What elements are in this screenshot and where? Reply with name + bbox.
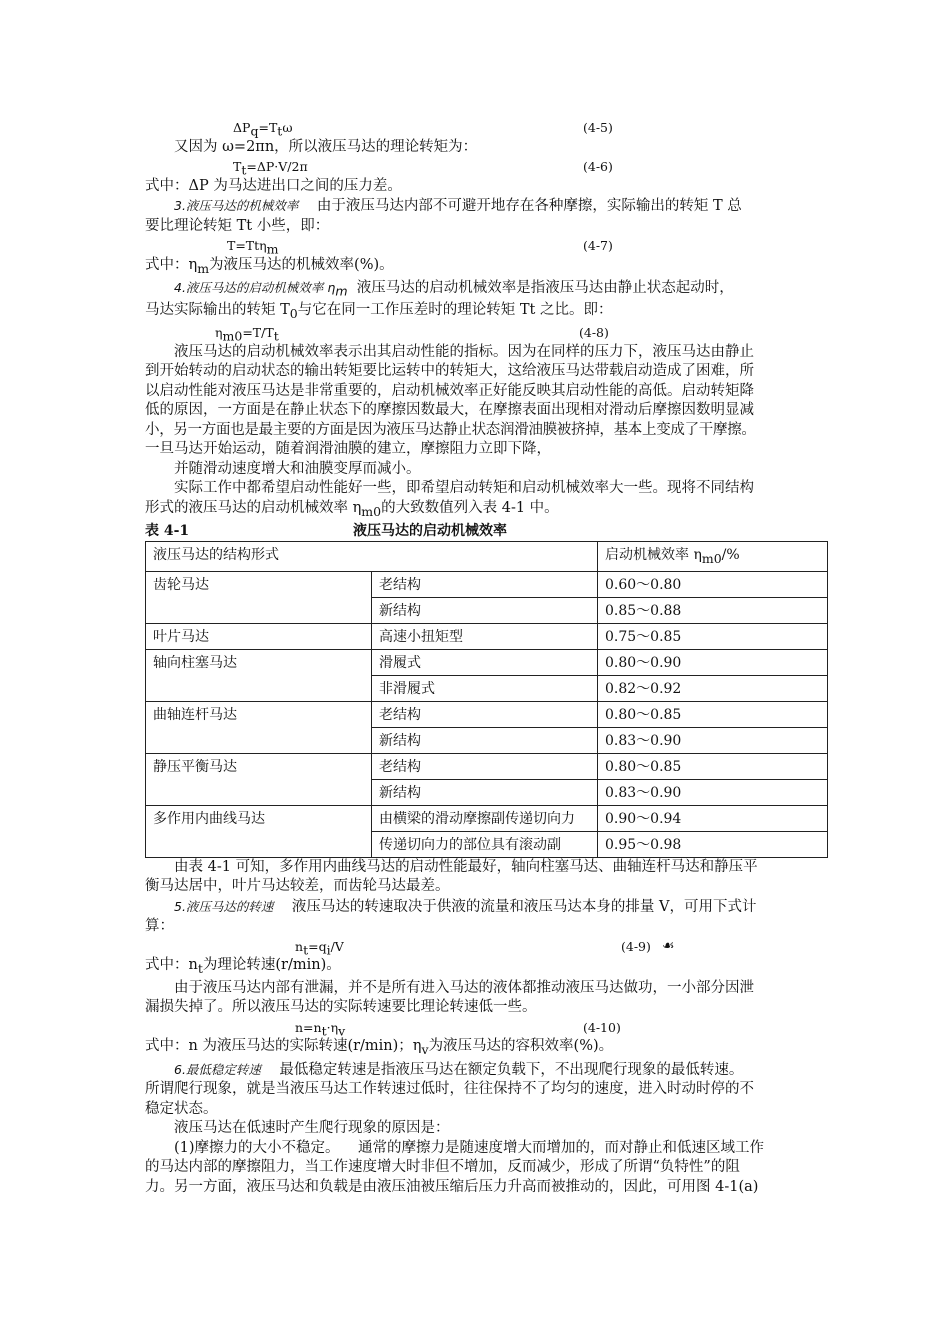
paragraph: 到开始转动的启动状态的输出转矩要比运转中的转矩大，这给液压马达带载启动造成了困难，所 bbox=[145, 363, 754, 380]
eq-text: =T/T bbox=[242, 325, 274, 341]
text: 式中：n bbox=[145, 957, 198, 974]
equation-number: (4-5) bbox=[583, 120, 613, 135]
cell-sub: 老结构 bbox=[372, 701, 598, 727]
paragraph: 实际工作中都希望启动性能好一些，即希望启动转矩和启动机械效率大一些。现将不同结构 bbox=[174, 480, 754, 497]
paragraph: 一旦马达开始运动，随着润滑油膜的建立，摩擦阻力立即下降， bbox=[145, 441, 551, 458]
sub: v bbox=[421, 1042, 429, 1058]
paragraph: 的马达内部的摩擦阻力，当工作速度增大时非但不增加，反而减少，形成了所谓“负特性”的阻 bbox=[145, 1159, 740, 1176]
paragraph: 由于液压马达内部有泄漏，并不是所有进入马达的液体都推动液压马达做功，一小部分因泄 bbox=[174, 979, 754, 996]
text: /% bbox=[721, 547, 740, 564]
table-header-row bbox=[146, 542, 828, 572]
cell-sub: 滑履式 bbox=[372, 649, 598, 675]
equation-4-6 bbox=[145, 157, 827, 177]
text: (1)摩擦力的大小不稳定。 bbox=[174, 1139, 340, 1156]
sub: t bbox=[197, 961, 203, 977]
cell-type: 轴向柱塞马达 bbox=[146, 649, 372, 701]
section-text: 由于液压马达内部不可避开地存在各种摩擦，实际输出的转矩 T 总 bbox=[316, 198, 742, 214]
text: 启动机械效率 η bbox=[605, 547, 702, 564]
paragraph: 衡马达居中，叶片马达较差，而齿轮马达最差。 bbox=[145, 878, 450, 895]
eq-text: =T bbox=[258, 120, 278, 135]
table-label: 表 4-1 bbox=[145, 523, 190, 540]
paragraph: 算： bbox=[145, 918, 174, 935]
cell-type: 多作用内曲线马达 bbox=[146, 805, 372, 857]
equation-number: (4-10) bbox=[583, 1019, 621, 1035]
paragraph: 液压马达的启动机械效率表示出其启动性能的指标。因为在同样的压力下，液压马达由静止 bbox=[174, 343, 754, 360]
paragraph: 稳定状态。 bbox=[145, 1100, 218, 1117]
cell-sub: 非滑履式 bbox=[372, 675, 598, 701]
cell-sub: 老结构 bbox=[372, 571, 598, 597]
paragraph bbox=[145, 301, 827, 323]
equation-4-8 bbox=[145, 323, 827, 343]
cell-type: 曲轴连杆马达 bbox=[146, 701, 372, 753]
eq-text: η bbox=[215, 325, 223, 341]
section-3 bbox=[145, 196, 827, 217]
eq-sub: i bbox=[326, 942, 331, 958]
section-text: 最低稳定转速是指液压马达在额定负载下，不出现爬行现象的最低转速。 bbox=[279, 1061, 744, 1078]
paragraph: 小，另一方面也是最主要的方面是因为液压马达静止状态润滑油膜被挤掉，基本上变成了干摩擦。 bbox=[145, 421, 756, 438]
cell-eff: 0.83～0.90 bbox=[598, 727, 828, 753]
text: 马达实际输出的转矩 T bbox=[145, 301, 290, 318]
paragraph: 以启动性能对液压马达是非常重要的，启动机械效率正好能反映其启动性能的高低。启动转矩降 bbox=[145, 382, 754, 399]
text: 为液压马达的容积效率(%)。 bbox=[428, 1038, 614, 1055]
section-text: 液压马达的启动机械效率是指液压马达由静止状态起动时， bbox=[356, 279, 734, 296]
section-heading: 5.液压马达的转速 bbox=[174, 898, 274, 914]
text: 4.液压马达的启动机械效率 η bbox=[174, 279, 336, 295]
table-title: 液压马达的启动机械效率 bbox=[353, 523, 507, 540]
eq-text: T=Ttη bbox=[227, 238, 267, 253]
cell-eff: 0.80～0.85 bbox=[598, 701, 828, 727]
eq-sub: q bbox=[250, 123, 259, 139]
equation-number: (4-9) bbox=[621, 938, 651, 954]
text: 为理论转速(r/min)。 bbox=[202, 957, 341, 974]
eq-text: n=n bbox=[295, 1019, 322, 1035]
paragraph bbox=[145, 1139, 827, 1159]
eq-sub: t bbox=[303, 942, 309, 958]
eq-text: n bbox=[295, 938, 304, 954]
cell-eff: 0.80～0.90 bbox=[598, 649, 828, 675]
text: 形式的液压马达的启动机械效率 η bbox=[145, 499, 362, 516]
cell-type: 静压平衡马达 bbox=[146, 753, 372, 805]
eq-sub: t bbox=[321, 1023, 327, 1039]
cell-eff: 0.82～0.92 bbox=[598, 675, 828, 701]
eq-sub: m0 bbox=[222, 328, 243, 344]
paragraph bbox=[145, 1037, 827, 1059]
equation-4-5 bbox=[145, 118, 827, 138]
cell-type: 齿轮马达 bbox=[146, 571, 372, 623]
equation-number: (4-7) bbox=[583, 238, 613, 253]
section-heading: 6.最低稳定转速 bbox=[174, 1061, 261, 1077]
cell-sub: 新结构 bbox=[372, 597, 598, 623]
sub: 0 bbox=[289, 305, 298, 321]
paragraph: 液压马达在低速时产生爬行现象的原因是： bbox=[174, 1120, 450, 1137]
header-cell-eff bbox=[598, 542, 828, 572]
text: 的大致数值列入表 4-1 中。 bbox=[381, 499, 559, 516]
cell-eff: 0.83～0.90 bbox=[598, 779, 828, 805]
eq-text: /V bbox=[330, 938, 344, 954]
table-row bbox=[146, 753, 828, 779]
table-row bbox=[146, 701, 828, 727]
document-page bbox=[145, 118, 827, 1197]
equation-number: (4-8) bbox=[579, 325, 609, 341]
cell-eff: 0.75～0.85 bbox=[598, 623, 828, 649]
section-heading bbox=[174, 279, 348, 299]
eq-sub: t bbox=[241, 162, 247, 178]
cell-type: 叶片马达 bbox=[146, 623, 372, 649]
section-5 bbox=[145, 897, 827, 918]
cell-sub: 新结构 bbox=[372, 727, 598, 753]
paragraph: 又因为 ω=2πn，所以液压马达的理论转矩为： bbox=[174, 138, 478, 155]
eq-text: T bbox=[233, 159, 242, 174]
cell-eff: 0.95～0.98 bbox=[598, 831, 828, 857]
cell-sub: 高速小扭矩型 bbox=[372, 623, 598, 649]
eq-text: ·η bbox=[326, 1019, 339, 1035]
cell-sub: 新结构 bbox=[372, 779, 598, 805]
sub: m0 bbox=[701, 550, 722, 566]
cell-sub: 传递切向力的部位具有滚动副 bbox=[372, 831, 598, 857]
paragraph: 漏损失掉了。所以液压马达的实际转速要比理论转速低一些。 bbox=[145, 999, 537, 1016]
text: 为液压马达的机械效率(%)。 bbox=[209, 256, 394, 273]
eq-sub: v bbox=[338, 1023, 346, 1039]
text: 式中：η bbox=[145, 256, 198, 273]
cell-eff: 0.80～0.85 bbox=[598, 753, 828, 779]
eq-text: =q bbox=[308, 938, 327, 954]
paragraph: 所谓爬行现象，就是当液压马达工作转速过低时，往往保持不了均匀的速度，进入时动时停的不 bbox=[145, 1081, 754, 1098]
table-row bbox=[146, 571, 828, 597]
paragraph: 低的原因，一方面是在静止状态下的摩擦因数最大，在摩擦表面出现相对滑动后摩擦因数明显减 bbox=[145, 402, 754, 419]
paragraph bbox=[145, 499, 827, 521]
cell-eff: 0.90～0.94 bbox=[598, 805, 828, 831]
bookmark-icon: ☙ bbox=[662, 937, 675, 954]
table-row bbox=[146, 623, 828, 649]
sub: m bbox=[335, 283, 348, 299]
eq-text: ω bbox=[282, 120, 293, 135]
table-row bbox=[146, 805, 828, 831]
cell-eff: 0.85～0.88 bbox=[598, 597, 828, 623]
cell-eff: 0.60～0.80 bbox=[598, 571, 828, 597]
paragraph bbox=[145, 956, 827, 978]
eq-sub: t bbox=[277, 123, 283, 139]
cell-sub: 老结构 bbox=[372, 753, 598, 779]
section-4 bbox=[145, 278, 827, 301]
paragraph: 力。另一方面，液压马达和负载是由液压油被压缩后压力升高而被推动的，因此，可用图 4-1(a) bbox=[145, 1178, 759, 1195]
table-row bbox=[146, 649, 828, 675]
equation-4-10 bbox=[145, 1018, 827, 1038]
text: 通常的摩擦力是随速度增大而增加的，而对静止和低速区域工作 bbox=[357, 1139, 764, 1156]
sub: m bbox=[197, 260, 210, 276]
paragraph: 由表 4-1 可知，多作用内曲线马达的启动性能最好，轴向柱塞马达、曲轴连杆马达和静压平 bbox=[174, 858, 758, 875]
section-text: 液压马达的转速取决于供液的流量和液压马达本身的排量 V，可用下式计 bbox=[291, 898, 757, 915]
section-6 bbox=[145, 1060, 827, 1081]
section-heading: 3.液压马达的机械效率 bbox=[174, 198, 299, 213]
equation-number: (4-6) bbox=[583, 159, 613, 174]
table-caption bbox=[145, 521, 827, 541]
header-cell-type: 液压马达的结构形式 bbox=[146, 542, 598, 572]
sub: m0 bbox=[361, 503, 382, 519]
eq-sub: t bbox=[273, 328, 279, 344]
text: 式中：n 为液压马达的实际转速(r/min)；η bbox=[145, 1038, 422, 1055]
equation-4-9 bbox=[145, 937, 827, 957]
eq-sub: m bbox=[266, 241, 279, 257]
paragraph: 式中：ΔP 为马达进出口之间的压力差。 bbox=[145, 177, 402, 194]
paragraph: 并随滑动速度增大和油膜变厚而减小。 bbox=[174, 460, 421, 477]
eq-text: ΔP bbox=[233, 120, 251, 135]
cell-sub: 由横梁的滑动摩擦副传递切向力 bbox=[372, 805, 598, 831]
text: 与它在同一工作压差时的理论转矩 Tt 之比。即： bbox=[297, 301, 613, 318]
equation-4-7 bbox=[145, 236, 827, 256]
eq-text: =ΔP·V/2π bbox=[246, 159, 308, 174]
paragraph: 要比理论转矩 Tt 小些，即： bbox=[145, 217, 330, 234]
efficiency-table bbox=[145, 541, 828, 858]
